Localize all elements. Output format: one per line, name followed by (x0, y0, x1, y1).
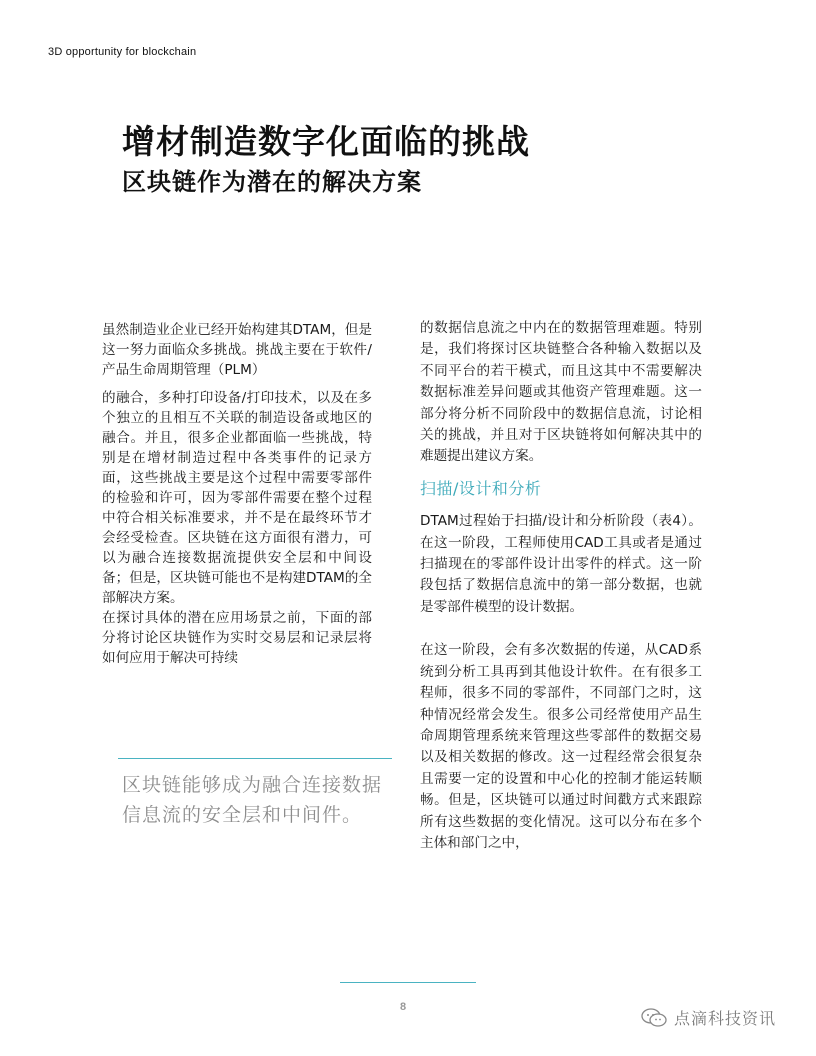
right-paragraph-1: 的数据信息流之中内在的数据管理难题。特别是，我们将探讨区块链整合各种输入数据以及不同平台的若干模式，而且这其中不需要解决数据标准差异问题或其他资产管理难题。这一部分将分析不同阶段中的数据信息流，讨论相关的挑战，并且对于区块链将如何解决其中的难题提出建议方案。 (420, 320, 702, 465)
page-number: 8 (400, 1001, 407, 1013)
left-column (102, 320, 372, 668)
pull-quote-rule (118, 758, 392, 759)
watermark-text: 点滴科技资讯 (674, 1009, 777, 1028)
left-paragraph-2: 的融合，多种打印设备/打印技术，以及在多个独立的且相互不关联的制造设备或地区的融合。并且，很多企业都面临一些挑战，特别是在增材制造过程中各类事件的记录方面，这些挑战主要是这个过程中需要零部件的检验和许可，因为零部件需要在整个过程中符合相关标准要求，并不是在最终环节才会经受检查。区块链在这方面很有潜力，可以为融合连接数据流提供安全层和中间设备；但是，区块链可能也不是构建DTAM的全部解决方案。 (102, 390, 372, 606)
section-heading: 扫描/设计和分析 (420, 478, 542, 498)
page-title: 增材制造数字化面临的挑战 (122, 122, 530, 161)
left-paragraph-3: 在探讨具体的潜在应用场景之前，下面的部分将讨论区块链作为实时交易层和记录层将如何应用于解决可持续 (102, 610, 372, 666)
pull-quote: 区块链能够成为融合连接数据信息流的安全层和中间件。 (122, 774, 383, 826)
footer-rule (340, 982, 476, 983)
right-paragraph-2: DTAM过程始于扫描/设计和分析阶段（表4）。在这一阶段，工程师使用CAD工具或者是通过扫描现在的零部件设计出零件的样式。这一阶段包括了数据信息流中的第一部分数据，也就是零部件模型的设计数据。 (420, 513, 702, 615)
wechat-icon (640, 1007, 668, 1029)
left-paragraph-1: 虽然制造业企业已经开始构建其DTAM，但是这一努力面临众多挑战。挑战主要在于软件/产品生命周期管理（PLM） (102, 322, 372, 378)
watermark (640, 1006, 776, 1029)
running-header: 3D opportunity for blockchain (48, 46, 197, 58)
right-paragraph-3: 在这一阶段，会有多次数据的传递，从CAD系统到分析工具再到其他设计软件。在有很多工程师，很多不同的零部件，不同部门之时，这种情况经常会发生。很多公司经常使用产品生命周期管理系统来管理这些零部件的数据交易以及相关数据的修改。这一过程经常会很复杂且需要一定的设置和中心化的控制才能运转顺畅。但是，区块链可以通过时间戳方式来跟踪所有这些数据的变化情况。这可以分布在多个主体和部门之中， (420, 642, 702, 851)
page-subtitle: 区块链作为潜在的解决方案 (122, 167, 422, 196)
right-column (420, 318, 702, 854)
